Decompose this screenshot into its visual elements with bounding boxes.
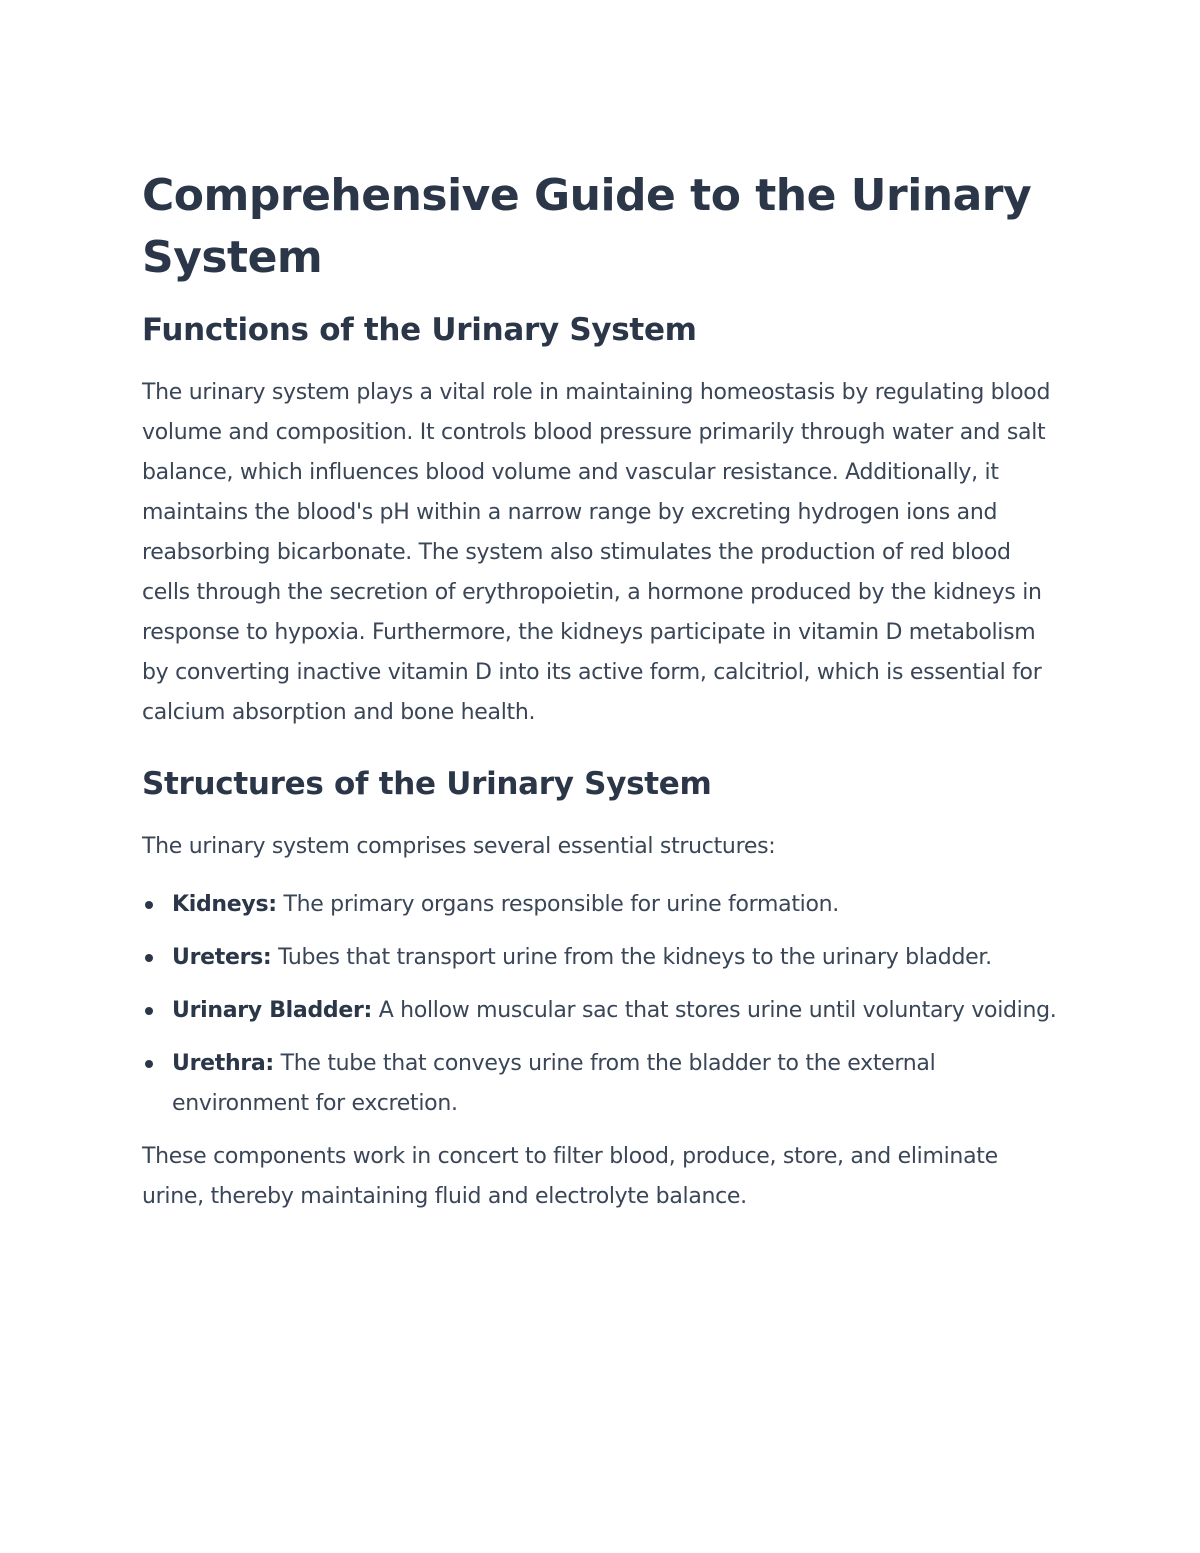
list-item bbox=[142, 938, 1062, 978]
structures-heading: Structures of the Urinary System bbox=[142, 766, 712, 802]
bullet-icon bbox=[145, 954, 153, 962]
document-title: Comprehensive Guide to the Urinary System bbox=[142, 170, 1032, 283]
list-item-text: The primary organs responsible for urine formation. bbox=[276, 892, 839, 917]
list-item-term: Urethra: bbox=[172, 1051, 274, 1076]
structures-list bbox=[142, 885, 1062, 1124]
structures-intro: The urinary system comprises several essential structures: bbox=[142, 834, 776, 859]
list-item bbox=[142, 885, 1062, 925]
list-item-text: Tubes that transport urine from the kidneys to the urinary bladder. bbox=[271, 945, 992, 970]
document-page bbox=[142, 165, 1062, 1235]
list-item bbox=[142, 991, 1062, 1031]
list-item-term: Urinary Bladder: bbox=[172, 998, 373, 1023]
list-item bbox=[142, 1044, 1062, 1124]
list-item-text: The tube that conveys urine from the bladder to the external environment for excretion. bbox=[172, 1051, 936, 1116]
list-item-term: Ureters: bbox=[172, 945, 272, 970]
functions-section bbox=[142, 309, 1062, 733]
structures-closing: These components work in concert to filter blood, produce, store, and eliminate urine, thereby maintaining fluid and electrolyte balance. bbox=[142, 1144, 998, 1209]
functions-paragraph: The urinary system plays a vital role in maintaining homeostasis by regulating blood volume and composition. It controls blood pressure primarily through water and salt balance, which influences blood volume and vascular resistance. Additionally, it maintains the blood's pH within a narrow range by excreting hydrogen ions and reabsorbing bicarbonate. The system also stimulates the production of red blood cells through the secretion of erythropoietin, a hormone produced by the kidneys in response to hypoxia. Furthermore, the kidneys participate in vitamin D metabolism by converting inactive vitamin D into its active form, calcitriol, which is essential for calcium absorption and bone health. bbox=[142, 380, 1051, 725]
functions-heading: Functions of the Urinary System bbox=[142, 312, 697, 348]
structures-section bbox=[142, 763, 1062, 1217]
list-item-text: A hollow muscular sac that stores urine until voluntary voiding. bbox=[372, 998, 1057, 1023]
bullet-icon bbox=[145, 1007, 153, 1015]
bullet-icon bbox=[145, 901, 153, 909]
bullet-icon bbox=[145, 1060, 153, 1068]
list-item-term: Kidneys: bbox=[172, 892, 277, 917]
